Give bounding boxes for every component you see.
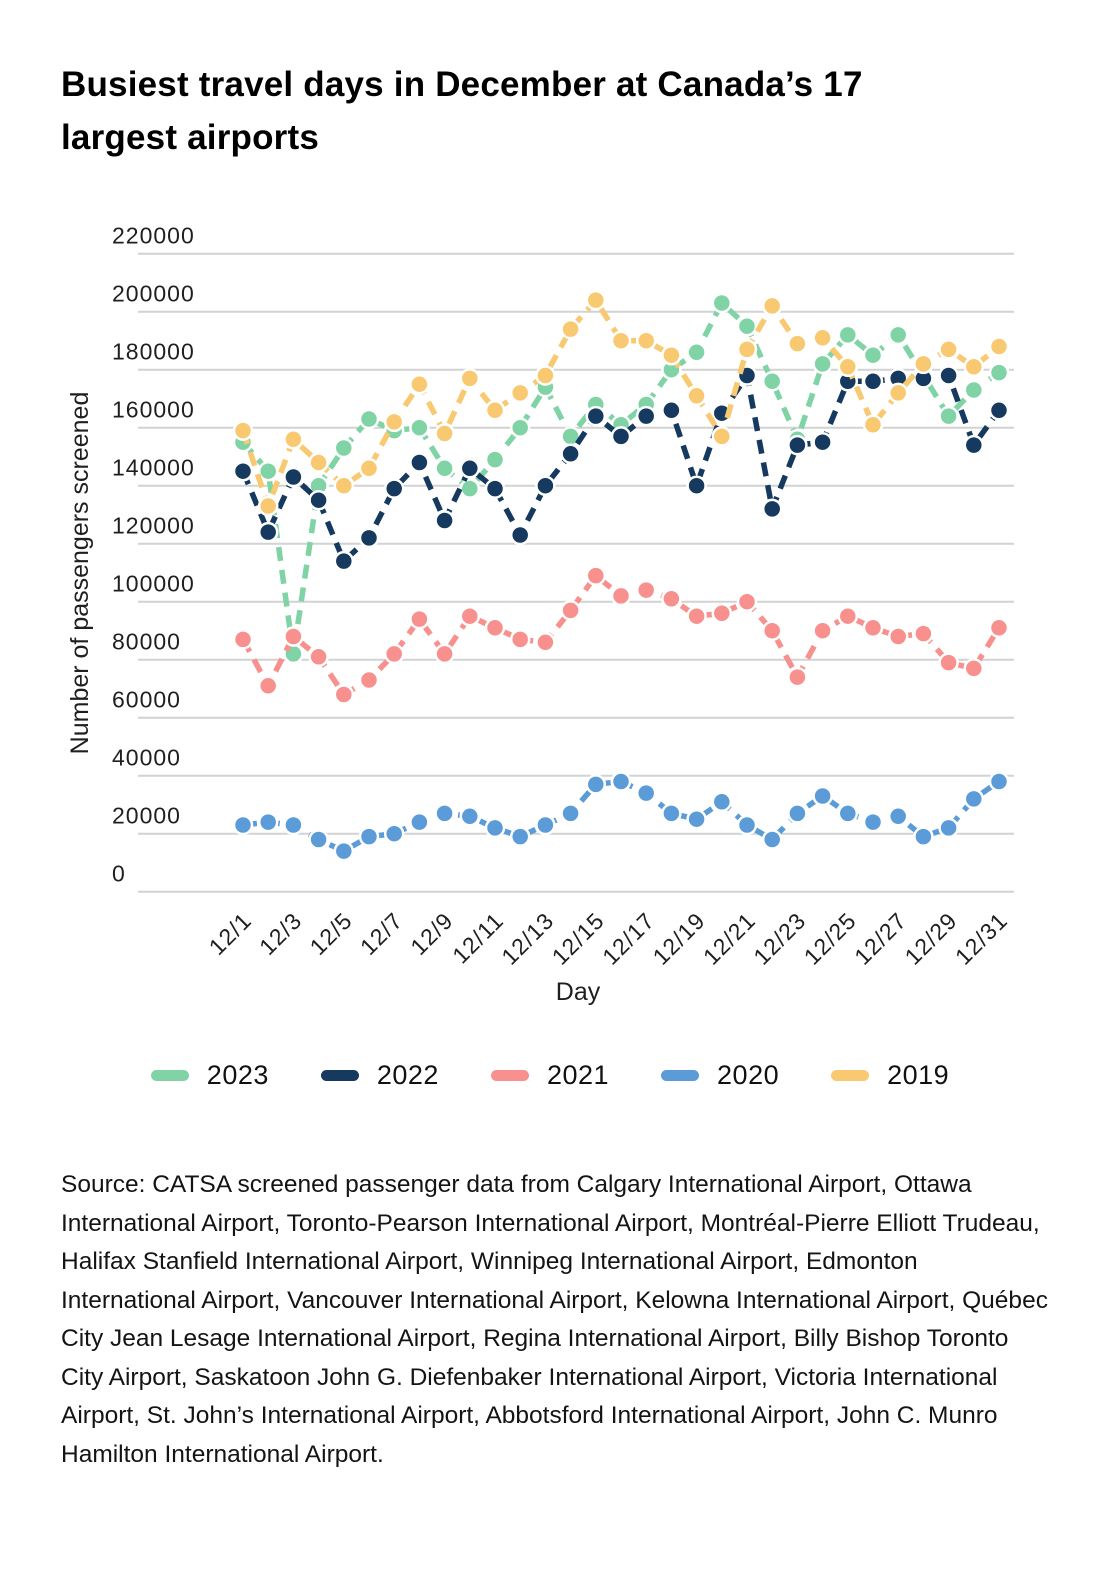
data-point-2021-12/5 xyxy=(335,686,353,704)
data-point-2020-12/5 xyxy=(335,842,353,860)
x-tick-label: 12/1 xyxy=(203,907,257,961)
y-tick-label: 0 xyxy=(112,860,126,887)
data-point-2019-12/23 xyxy=(788,335,806,353)
series-line-2020 xyxy=(243,782,999,852)
data-point-2021-12/20 xyxy=(713,604,731,622)
data-point-2023-12/31 xyxy=(990,364,1008,382)
data-point-2021-12/31 xyxy=(990,619,1008,637)
data-point-2020-12/2 xyxy=(259,813,277,831)
x-tick-label: 12/3 xyxy=(254,907,307,961)
data-point-2021-12/29 xyxy=(940,654,958,672)
data-point-2021-12/7 xyxy=(385,645,403,663)
x-tick-label: 12/27 xyxy=(849,907,912,970)
data-point-2020-12/21 xyxy=(738,816,756,834)
data-point-2021-12/30 xyxy=(965,659,983,677)
data-point-2023-12/12 xyxy=(511,419,529,437)
data-point-2023-12/11 xyxy=(486,451,504,469)
x-tick-labels xyxy=(204,907,1013,970)
chart-title-line1: Busiest travel days in December at Canada’s 17 xyxy=(61,65,863,104)
legend-item-2019 xyxy=(831,1060,949,1091)
x-tick-label: 12/9 xyxy=(405,907,459,961)
data-point-2021-12/3 xyxy=(284,628,302,646)
data-point-2019-12/27 xyxy=(889,384,907,402)
y-tick-label: 160000 xyxy=(112,396,195,423)
y-tick-labels xyxy=(112,223,195,887)
data-point-2021-12/11 xyxy=(486,619,504,637)
data-point-2020-12/4 xyxy=(310,831,328,849)
data-point-2019-12/31 xyxy=(990,338,1008,356)
data-point-2022-12/17 xyxy=(637,407,655,425)
data-point-2023-12/5 xyxy=(335,439,353,457)
data-point-2020-12/31 xyxy=(990,773,1008,791)
y-tick-label: 40000 xyxy=(112,744,181,771)
data-point-2020-12/10 xyxy=(461,807,479,825)
data-point-2021-12/23 xyxy=(788,668,806,686)
data-point-2019-12/28 xyxy=(914,355,932,373)
data-point-2023-12/8 xyxy=(410,419,428,437)
data-point-2023-12/9 xyxy=(436,459,454,477)
data-point-2020-12/6 xyxy=(360,828,378,846)
data-point-2021-12/17 xyxy=(637,581,655,599)
data-point-2022-12/31 xyxy=(990,401,1008,419)
x-tick-label: 12/31 xyxy=(949,907,1013,970)
data-point-2021-12/10 xyxy=(461,607,479,625)
data-point-2021-12/9 xyxy=(436,645,454,663)
data-point-2019-12/3 xyxy=(284,430,302,448)
data-point-2020-12/17 xyxy=(637,784,655,802)
data-point-2020-12/27 xyxy=(889,807,907,825)
x-tick-label: 12/11 xyxy=(447,907,509,969)
data-point-2019-12/24 xyxy=(814,329,832,347)
data-point-2022-12/12 xyxy=(511,526,529,544)
data-point-2023-12/30 xyxy=(965,381,983,399)
chart-title-line2: largest airports xyxy=(61,118,320,157)
x-tick-label: 12/25 xyxy=(798,907,862,970)
legend-swatch-icon xyxy=(321,1070,359,1081)
data-point-2022-12/11 xyxy=(486,480,504,498)
legend-item-2021 xyxy=(491,1060,609,1091)
data-point-2022-12/29 xyxy=(940,367,958,385)
data-point-2022-12/5 xyxy=(335,552,353,570)
y-tick-label: 120000 xyxy=(112,512,195,539)
data-point-2019-12/15 xyxy=(587,291,605,309)
y-tick-label: 180000 xyxy=(112,338,195,365)
x-tick-label: 12/5 xyxy=(304,907,358,961)
y-tick-label: 140000 xyxy=(112,454,195,481)
legend-label: 2019 xyxy=(887,1060,950,1090)
legend-item-2022 xyxy=(321,1060,439,1091)
legend-item-2023 xyxy=(151,1060,269,1091)
data-point-2023-12/25 xyxy=(839,326,857,344)
x-tick-label: 12/23 xyxy=(748,907,811,970)
data-point-2022-12/30 xyxy=(965,436,983,454)
y-tick-label: 80000 xyxy=(112,628,181,655)
data-point-2020-12/14 xyxy=(562,804,580,822)
data-point-2020-12/1 xyxy=(234,816,252,834)
data-point-2019-12/16 xyxy=(612,332,630,350)
line-chart xyxy=(0,160,1100,1020)
y-tick-label: 100000 xyxy=(112,570,195,597)
data-point-2023-12/6 xyxy=(360,410,378,428)
data-point-2020-12/13 xyxy=(536,816,554,834)
data-point-2023-12/22 xyxy=(763,372,781,390)
legend-swatch-icon xyxy=(661,1070,699,1081)
data-point-2019-12/14 xyxy=(562,320,580,338)
data-point-2020-12/25 xyxy=(839,804,857,822)
legend-label: 2021 xyxy=(546,1060,610,1090)
data-point-2021-12/28 xyxy=(914,625,932,643)
data-point-2019-12/20 xyxy=(713,427,731,445)
legend-label: 2023 xyxy=(206,1060,269,1090)
series-2020 xyxy=(234,773,1008,861)
x-tick-label: 12/7 xyxy=(354,907,408,961)
y-tick-label: 220000 xyxy=(112,222,195,249)
data-point-2021-12/2 xyxy=(259,677,277,695)
data-point-2022-12/9 xyxy=(436,512,454,530)
data-point-2021-12/15 xyxy=(587,567,605,585)
data-point-2021-12/6 xyxy=(360,671,378,689)
data-point-2019-12/26 xyxy=(864,416,882,434)
data-point-2021-12/19 xyxy=(688,607,706,625)
source-text: Source: CATSA screened passenger data from Calgary International Airport, Ottawa International Airport, Toronto-Pearson International Airport, Montréal-Pierre Elliott Trudeau, Halifax Stanfield International Airport, Winnipeg International Airport, Edmonton International Airport, Vancouver International Airport, Kelowna International Airport, Québec City Jean Lesage International Airport, Regina International Airport, Billy Bishop Toronto City Airport, Saskatoon John G. Diefenbaker International Airport, Victoria International Airport, St. John’s International Airport, Abbotsford International Airport, John C. Munro Hamilton International Airport. xyxy=(61,1171,1048,1468)
data-point-2021-12/21 xyxy=(738,593,756,611)
data-point-2020-12/7 xyxy=(385,825,403,843)
data-point-2022-12/10 xyxy=(461,459,479,477)
data-point-2022-12/8 xyxy=(410,454,428,472)
data-point-2022-12/2 xyxy=(259,523,277,541)
data-point-2019-12/29 xyxy=(940,340,958,358)
x-tick-label: 12/13 xyxy=(496,907,559,970)
data-point-2021-12/25 xyxy=(839,607,857,625)
data-point-2020-12/18 xyxy=(662,804,680,822)
data-point-2022-12/24 xyxy=(814,433,832,451)
data-point-2022-12/19 xyxy=(688,477,706,495)
data-point-2021-12/4 xyxy=(310,648,328,666)
x-tick-label: 12/21 xyxy=(697,907,761,970)
data-point-2021-12/26 xyxy=(864,619,882,637)
data-point-2019-12/30 xyxy=(965,358,983,376)
data-point-2021-12/22 xyxy=(763,622,781,640)
data-point-2020-12/23 xyxy=(788,804,806,822)
data-point-2023-12/21 xyxy=(738,317,756,335)
data-point-2020-12/3 xyxy=(284,816,302,834)
data-point-2020-12/12 xyxy=(511,828,529,846)
legend-swatch-icon xyxy=(151,1070,189,1081)
data-point-2019-12/17 xyxy=(637,332,655,350)
data-point-2021-12/24 xyxy=(814,622,832,640)
data-point-2019-12/6 xyxy=(360,459,378,477)
data-point-2020-12/20 xyxy=(713,793,731,811)
data-point-2019-12/11 xyxy=(486,401,504,419)
legend xyxy=(0,1060,1100,1091)
data-point-2021-12/14 xyxy=(562,601,580,619)
series-2019 xyxy=(234,291,1008,515)
data-point-2022-12/16 xyxy=(612,427,630,445)
legend-label: 2020 xyxy=(717,1060,780,1090)
data-point-2022-12/7 xyxy=(385,480,403,498)
y-tick-label: 20000 xyxy=(112,802,181,829)
data-point-2022-12/18 xyxy=(662,401,680,419)
x-axis-title: Day xyxy=(555,978,601,1006)
data-point-2023-12/27 xyxy=(889,326,907,344)
data-point-2019-12/21 xyxy=(738,340,756,358)
data-point-2019-12/25 xyxy=(839,358,857,376)
data-point-2022-12/26 xyxy=(864,372,882,390)
data-point-2023-12/2 xyxy=(259,462,277,480)
data-point-2021-12/1 xyxy=(234,630,252,648)
data-point-2022-12/22 xyxy=(763,500,781,518)
data-point-2019-12/12 xyxy=(511,384,529,402)
legend-swatch-icon xyxy=(831,1070,869,1081)
data-point-2021-12/12 xyxy=(511,630,529,648)
x-tick-label: 12/19 xyxy=(647,907,711,970)
data-point-2020-12/29 xyxy=(940,819,958,837)
data-point-2022-12/6 xyxy=(360,529,378,547)
data-point-2021-12/8 xyxy=(410,610,428,628)
data-point-2023-12/20 xyxy=(713,294,731,312)
data-point-2020-12/22 xyxy=(763,831,781,849)
data-point-2020-12/26 xyxy=(864,813,882,831)
data-point-2019-12/4 xyxy=(310,454,328,472)
data-point-2021-12/27 xyxy=(889,628,907,646)
data-point-2021-12/13 xyxy=(536,633,554,651)
legend-label: 2022 xyxy=(376,1060,439,1090)
x-tick-label: 12/15 xyxy=(546,907,610,970)
y-axis-title: Number of passengers screened xyxy=(66,391,94,755)
chart-title xyxy=(61,58,1001,164)
legend-item-2020 xyxy=(661,1060,779,1091)
data-point-2020-12/9 xyxy=(436,804,454,822)
data-point-2023-12/10 xyxy=(461,480,479,498)
data-point-2019-12/2 xyxy=(259,497,277,515)
data-point-2019-12/9 xyxy=(436,425,454,443)
data-point-2020-12/24 xyxy=(814,787,832,805)
data-point-2019-12/8 xyxy=(410,375,428,393)
data-point-2020-12/8 xyxy=(410,813,428,831)
data-point-2020-12/28 xyxy=(914,828,932,846)
data-point-2019-12/19 xyxy=(688,387,706,405)
data-point-2019-12/18 xyxy=(662,346,680,364)
data-point-2022-12/3 xyxy=(284,468,302,486)
y-tick-label: 200000 xyxy=(112,280,195,307)
x-tick-label: 12/29 xyxy=(899,907,963,970)
data-point-2022-12/13 xyxy=(536,477,554,495)
data-point-2020-12/16 xyxy=(612,773,630,791)
data-point-2020-12/15 xyxy=(587,775,605,793)
y-tick-label: 60000 xyxy=(112,686,181,713)
data-point-2020-12/19 xyxy=(688,810,706,828)
data-point-2023-12/24 xyxy=(814,355,832,373)
legend-swatch-icon xyxy=(491,1070,529,1081)
data-point-2022-12/23 xyxy=(788,436,806,454)
data-point-2019-12/13 xyxy=(536,367,554,385)
data-point-2019-12/1 xyxy=(234,422,252,440)
data-point-2022-12/4 xyxy=(310,491,328,509)
series-line-2022 xyxy=(243,376,999,562)
data-point-2020-12/11 xyxy=(486,819,504,837)
data-point-2022-12/14 xyxy=(562,445,580,463)
data-point-2021-12/18 xyxy=(662,590,680,608)
data-point-2019-12/7 xyxy=(385,413,403,431)
chart-container xyxy=(0,160,1100,1020)
data-point-2019-12/10 xyxy=(461,369,479,387)
data-point-2020-12/30 xyxy=(965,790,983,808)
data-point-2022-12/15 xyxy=(587,407,605,425)
data-point-2021-12/16 xyxy=(612,587,630,605)
data-point-2019-12/22 xyxy=(763,297,781,315)
x-tick-label: 12/17 xyxy=(597,907,660,970)
data-point-2019-12/5 xyxy=(335,477,353,495)
data-point-2023-12/19 xyxy=(688,343,706,361)
data-point-2023-12/26 xyxy=(864,346,882,364)
data-point-2023-12/29 xyxy=(940,407,958,425)
data-point-2022-12/1 xyxy=(234,462,252,480)
series-2021 xyxy=(234,567,1008,704)
